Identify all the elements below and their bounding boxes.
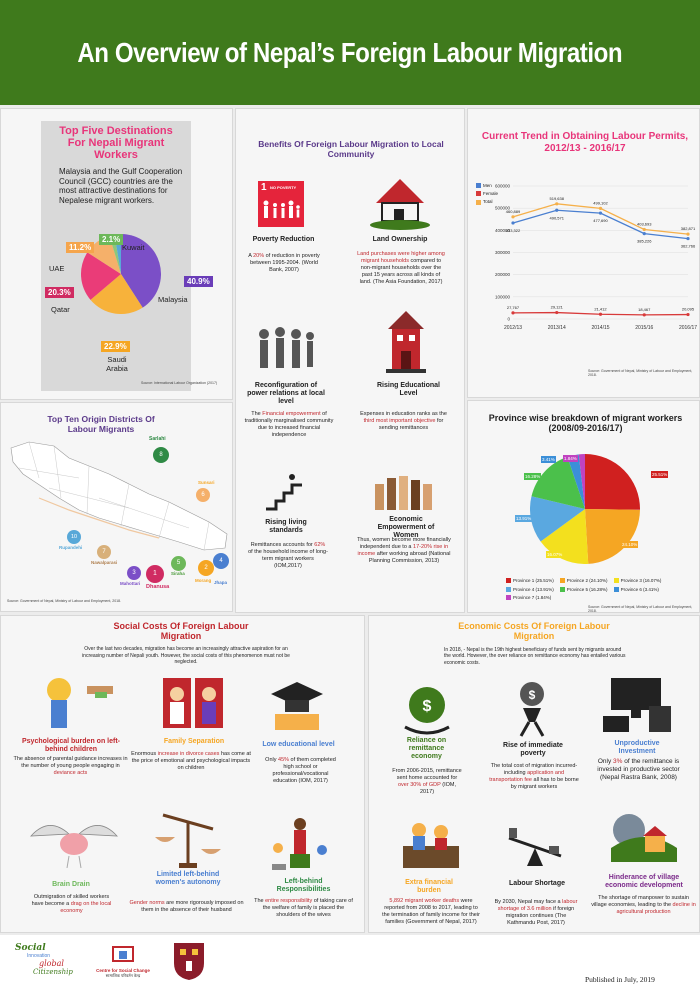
falling-man-icon [509, 678, 555, 738]
legend-swatch [506, 587, 511, 592]
benefits-title: Benefits Of Foreign Labour Migration to Local Community [258, 139, 444, 160]
benefit-desc-5: Thus, women become more financially independent due to a 17-20% rise in income after working abroad (National Planning Commission, 2013) [357, 537, 451, 564]
benefit-label-5: Economic Empowerment of Women [377, 516, 435, 540]
data-point-total [643, 228, 646, 231]
social-panel [0, 615, 365, 933]
footer [0, 935, 700, 990]
econ-label-0: Reliance on remittance economy [406, 737, 447, 761]
benefit-label-4: Rising living standards [265, 519, 307, 535]
y-tick-label: 0 [507, 316, 510, 322]
prov-pct-6: 3.41% [542, 457, 555, 462]
legend-swatch [560, 578, 565, 583]
pin-label-siraha: Siraha [171, 571, 185, 576]
pin-siraha: 5 [171, 556, 186, 571]
data-point-total [511, 215, 514, 218]
svg-text:$: $ [422, 698, 432, 715]
data-label-female: 20,095 [681, 306, 695, 312]
data-point-men [686, 237, 689, 240]
data-point-female [686, 313, 689, 316]
raised-fists-icon [371, 474, 441, 512]
data-label-total: 403,693 [637, 221, 652, 227]
prov-pct-7: 1.84% [564, 456, 577, 461]
pin-label-nawalparasi: Nawalparasi [91, 560, 118, 565]
pin-label-mahottari: Mahottari [120, 581, 141, 586]
social-label-1: Family Separation [163, 738, 225, 745]
pin-jhapa: 4 [213, 553, 229, 569]
data-point-female [643, 313, 646, 316]
workers-icon [401, 816, 461, 871]
data-label-total: 499,102 [593, 200, 608, 206]
origins-source: Source: Government of Nepal, Ministry of Labour and Employment, 2018. [7, 599, 122, 603]
data-point-men [511, 221, 514, 224]
social-label-2: Low educational level [262, 741, 335, 748]
x-tick-label: 2016/17 [678, 325, 698, 331]
graduation-icon [269, 680, 325, 732]
destinations-source: Source: International Labour Organization (2017) [141, 381, 218, 385]
benefit-desc-0: A 20% of reduction in poverty between 1995-2004. (World Bank, 2007) [248, 253, 320, 273]
province-legend-item-3: Province 3 (16.07%) [614, 577, 662, 586]
benefits-panel [235, 108, 465, 613]
header-banner [0, 0, 700, 105]
pin-nawalparasi: 7 [97, 545, 111, 559]
pct-kuwait: 2.1% [99, 234, 123, 245]
separated-family-icon [161, 676, 225, 732]
social-desc-2: Only 45% of them completed high school or professional/vocational education (IOM, 2017) [265, 757, 336, 784]
sdg-label: NO POVERTY [270, 185, 297, 190]
village-icon [609, 806, 679, 866]
logo-social-innovation: Social Innovation global Citizenship [15, 943, 73, 976]
province-legend-item-4: Province 4 (13.91%) [506, 586, 554, 595]
legend-total: Total [476, 198, 498, 206]
econ-desc-0: From 2006-2015, remittance sent home accounted for over 30% of GDP (IOM, 2017) [392, 768, 462, 795]
y-tick-label: 300000 [494, 250, 510, 255]
data-label-female: 29,121 [550, 304, 563, 310]
data-point-men [599, 212, 602, 215]
logo-centre-social-change: Centre for Social Change सामाजिक परिवर्तन केन्द्र [88, 945, 158, 985]
economic-title: Economic Costs Of Foreign Labour Migration [458, 621, 610, 642]
benefit-desc-4: Remittances accounts for 62% of the household income of long-term migrant workers (IOM,2017) [248, 542, 328, 569]
pin-label-dhanusa: Dhanusa [146, 584, 170, 590]
province-legend-item-2: Province 2 (24.10%) [560, 577, 608, 586]
econ-desc-2: Only 3% of the remittance is invested in productive sector (Nepal Rastra Bank, 2008) [597, 758, 680, 782]
legend-swatch [506, 595, 511, 600]
econ-label-1: Rise of immediate poverty [503, 742, 563, 758]
csc-emblem-icon [111, 945, 135, 963]
province-legend-item-1: Province 1 (25.51%) [506, 577, 554, 586]
data-label-men: 362,766 [680, 243, 696, 249]
legend-men: Men [476, 182, 498, 190]
prov-pct-4: 13.91% [516, 516, 532, 521]
pin-label-sunsari: Sunsari [198, 480, 215, 485]
x-tick-label: 2015/16 [635, 325, 654, 331]
pin-dhanusa: 1 [146, 565, 164, 583]
social-label-5: Left-behind Responsibilities [276, 878, 331, 894]
econ-desc-1: The total cost of migration incurred- including application and transportation fee all has to be borne by migrant workers [489, 763, 579, 790]
social-label-3: Brain Drain [52, 881, 90, 888]
seesaw-icon [505, 826, 565, 870]
y-tick-label: 400000 [494, 227, 510, 233]
legend-swatch [614, 578, 619, 583]
data-point-female [511, 311, 514, 314]
province-slice-0 [585, 454, 640, 510]
benefit-label-0: Poverty Reduction [252, 236, 315, 243]
benefit-label-1: Land Ownership [372, 236, 428, 243]
x-tick-label: 2012/13 [503, 325, 523, 331]
pct-qatar: 20.3% [45, 287, 74, 298]
permits-line-chart [473, 174, 698, 349]
legend-swatch [506, 578, 511, 583]
economic-intro: In 2018, - Nepal is the 19th highest beneficiary of funds sent by migrants around the world. However, the over reliance on remittance economy has entailed various economic costs. [444, 647, 626, 666]
econ-label-2: Unproductive Investment [614, 740, 660, 756]
social-intro: Over the last two decades, migration has become an increasingly attractive aspiration for an increasing number of Nepali youth. However, the social costs of this phenomenon must not be neglected. [82, 646, 290, 665]
pin-morang: 2 [198, 560, 214, 576]
pin-label-morang: Morang [195, 578, 212, 583]
permits-title: Current Trend in Obtaining Labour Permits, 2012/13 - 2016/17 [481, 131, 689, 154]
data-point-total [555, 202, 558, 205]
pin-label-rupandehi: Rupandehi [59, 545, 83, 550]
province-panel [467, 400, 700, 613]
data-label-men: 385,226 [637, 238, 652, 244]
benefit-desc-1: Land purchases were higher among migrant households compared to non-migrant households over the past 15 years across all kinds of land. (The Asia Foundation, 2017) [357, 251, 445, 285]
label-qatar: Qatar [51, 305, 70, 314]
data-point-female [555, 311, 558, 314]
social-desc-0: The absence of parental guidance increases in the number of young people engaging in deviance acts [13, 756, 128, 776]
data-label-total: 382,871 [680, 226, 696, 232]
land-ownership-icon [368, 171, 432, 231]
pin-rupandehi: 10 [67, 530, 81, 544]
permits-panel [467, 108, 700, 398]
data-label-female: 18,467 [638, 306, 651, 312]
page-title: An Overview of Nepal’s Foreign Labour Migration [77, 36, 623, 68]
benefit-label-2: Reconfiguration of power relations at local level [247, 382, 325, 406]
data-point-female [599, 313, 602, 316]
destinations-title: Top Five Destinations For Nepali Migrant Workers [59, 125, 173, 162]
label-uae: UAE [49, 264, 65, 273]
econ-desc-5: The shortage of manpower to sustain village economies, leading to the decline in agricultural production [591, 895, 696, 915]
social-desc-5: The entire responsibility of taking care of the welfare of family is placed the shoulders of the wives [254, 898, 353, 918]
origins-panel [0, 402, 233, 612]
school-icon [384, 307, 428, 377]
label-saudi: Saudi Arabia [106, 355, 128, 373]
econ-label-3: Extra financial burden [405, 879, 453, 895]
prov-pct-3: 16.07% [547, 552, 563, 557]
y-tick-label: 600000 [494, 183, 510, 189]
label-kuwait: Kuwait [122, 243, 145, 252]
child-hands-icon [37, 676, 117, 736]
sdg-number: 1 [261, 182, 267, 193]
data-point-men [643, 232, 646, 235]
stairs-man-icon [264, 471, 304, 511]
data-point-men [555, 209, 558, 212]
crowd-icon [254, 324, 316, 376]
legend-swatch [614, 587, 619, 592]
money-hands-icon [401, 683, 453, 735]
y-tick-label: 200000 [494, 272, 510, 278]
x-tick-label: 2013/14 [547, 325, 566, 331]
permits-source: Source: Government of Nepal, Ministry of Labour and Employment, 2018. [588, 369, 693, 377]
benefit-desc-2: The Financial empowerment of traditionally marginalised community due to increased financial independence [244, 411, 334, 438]
pin-label-jhapa: Jhapa [214, 580, 228, 585]
prov-pct-5: 16.28% [525, 474, 541, 479]
data-label-men: 433,322 [505, 227, 521, 233]
social-desc-3: Outmigration of skilled workers have become a drag on the local economy [31, 894, 112, 914]
data-label-men: 490,571 [549, 215, 564, 221]
pct-saudi: 22.9% [101, 341, 130, 352]
data-point-total [599, 207, 602, 210]
prov-pct-1: 25.51% [652, 472, 668, 477]
scales-icon [153, 801, 223, 871]
electronics-icon [601, 676, 673, 734]
pin-sunsari: 6 [196, 488, 210, 502]
province-source: Source: Government of Nepal, Ministry of Labour and Employment, 2018. [588, 605, 693, 613]
winged-brain-icon [29, 816, 119, 868]
destinations-text: Malaysia and the Gulf Cooperation Council (GCC) countries are the most attractive destinations for Nepalese migrant workers. [59, 167, 183, 205]
econ-desc-3: 5,892 migrant worker deaths were reported from 2008 to 2017, leading to the termination of family income for their families (Government of Nepal, 2017) [382, 898, 480, 925]
province-legend-item-5: Province 5 (16.28%) [560, 586, 608, 595]
svg-text:$: $ [528, 688, 536, 702]
econ-desc-4: By 2030, Nepal may face a labour shortage of 3.6 million if foreign migration continues (The Kathmandu Post, 2017) [494, 899, 578, 926]
social-label-4: Limited left-behind women's autonomy [155, 871, 221, 887]
econ-label-5: Hinderance of village economic development [605, 874, 683, 890]
data-label-total: 519,638 [549, 195, 564, 201]
data-label-female: 27,767 [506, 304, 520, 310]
data-label-total: 460,889 [505, 208, 521, 214]
label-malaysia: Malaysia [158, 295, 188, 304]
benefit-desc-3: Expenses in education ranks as the third most important objective for sending remittances [360, 411, 447, 431]
province-legend-item-6: Province 6 (3.41%) [614, 586, 659, 595]
pct-uae: 11.2% [66, 242, 94, 253]
social-desc-4: Gender norms are more rigorously imposed on them in the absence of their husband [129, 900, 244, 913]
data-point-total [686, 233, 689, 236]
data-label-men: 477,690 [593, 218, 608, 224]
y-tick-label: 500000 [494, 205, 510, 211]
social-label-0: Psychological burden on left-behind children [21, 738, 120, 754]
econ-label-4: Labour Shortage [508, 880, 565, 887]
destinations-panel [0, 108, 233, 400]
social-desc-1: Enormous increase in divorce cases has come at the price of emotional and psychological impacts on children [131, 751, 251, 771]
prov-pct-2: 24.10% [622, 542, 638, 547]
province-title: Province wise breakdown of migrant workers (2008/09-2016/17) [488, 413, 683, 434]
x-tick-label: 2014/15 [591, 325, 610, 331]
pin-mahottari: 3 [127, 566, 141, 580]
university-crest-icon [172, 941, 206, 981]
province-slice-1 [585, 509, 640, 564]
legend-female: Female [476, 190, 498, 198]
province-legend [506, 577, 696, 603]
benefit-label-3: Rising Educational Level [376, 382, 440, 398]
data-label-female: 21,412 [594, 306, 607, 312]
economic-panel [368, 615, 700, 933]
province-legend-item-7: Province 7 (1.84%) [506, 594, 551, 603]
published-date: Published in July, 2019 [585, 975, 655, 984]
pct-malaysia: 40.9% [184, 276, 213, 287]
social-title: Social Costs Of Foreign Labour Migration [113, 621, 249, 642]
y-tick-label: 100000 [494, 294, 510, 300]
pin-sarlahi: 8 [153, 447, 169, 463]
origins-title: Top Ten Origin Districts Of Labour Migrants [47, 414, 155, 434]
burdened-woman-icon [266, 814, 334, 872]
pin-label-sarlahi: Sarlahi [149, 436, 166, 442]
legend-swatch [560, 587, 565, 592]
sdg-no-poverty-icon [258, 181, 304, 227]
family-icon [258, 181, 304, 227]
